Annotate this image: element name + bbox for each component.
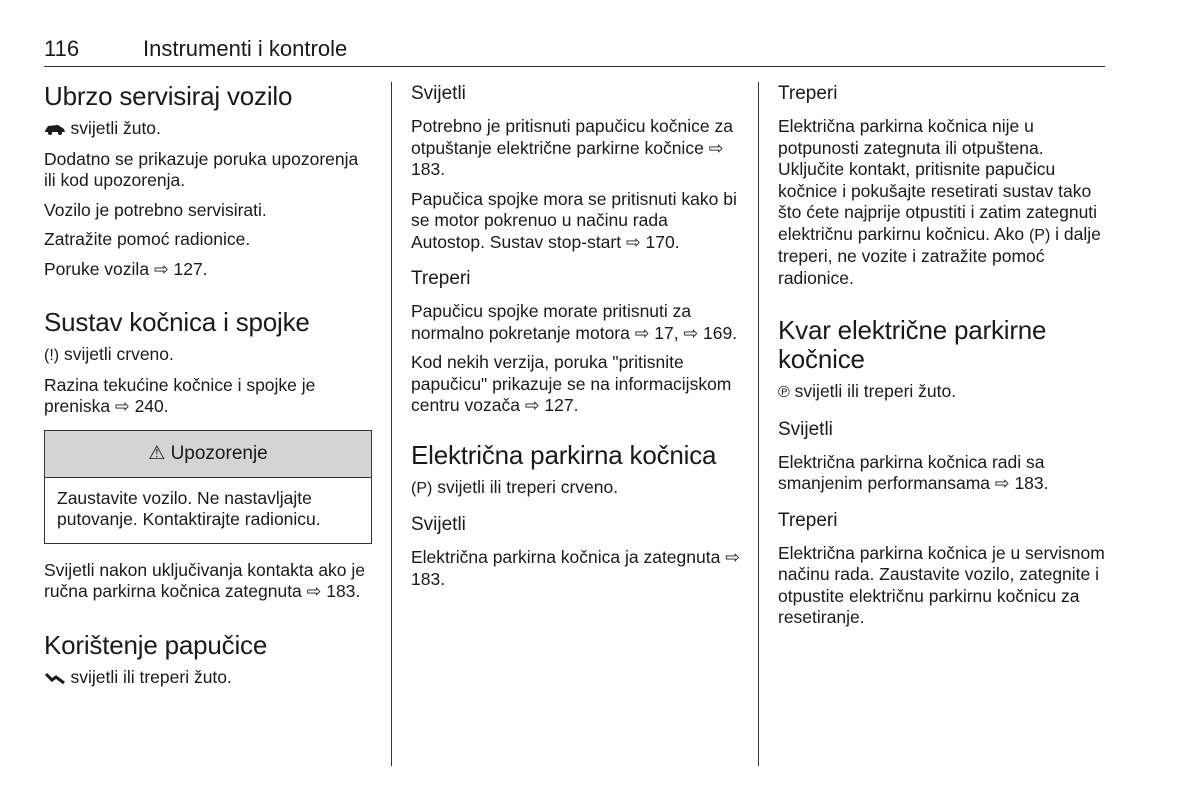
ref-arrow-icon: ⇨ (306, 581, 322, 601)
paragraph: Potrebno je pritisnuti papučicu kočnice za otpuštanje električne parkirne kočnice ⇨ 183. (411, 116, 733, 179)
heading-epb-fault: Kvar električne parkirne kočnice (778, 315, 1047, 374)
page-reference[interactable]: 183. (1014, 473, 1049, 493)
page-reference[interactable]: 17, (654, 322, 679, 343)
paragraph: Papučicu spojke morate pritisnuti za normalno pokretanje motora ⇨ 17, ⇨ 169. (411, 301, 738, 343)
heading-lit: Svijetli (411, 83, 466, 104)
page-reference[interactable]: 183. (326, 581, 361, 601)
column-1 (44, 82, 374, 689)
page-reference[interactable]: 127. (173, 258, 208, 279)
paragraph: Električna parkirna kočnica nije u potpunosti zategnuta ili otpuštena. Uključite kontakt, pritisnite papučicu kočnice i pokušajte resetirati sustav tako što ćete najprije otpustiti i zatim zategnuti električnu parkirnu kočnicu. Ako (P) i dalje treperi, ne vozite i zatražite pomoć radionice. (778, 116, 1101, 288)
page-header (44, 36, 1105, 67)
pedal-icon-line: svijetli ili treperi žuto. (44, 667, 374, 690)
ref-arrow-icon: ⇨ (683, 322, 699, 343)
warning-box (44, 430, 372, 544)
page-reference[interactable]: 127. (544, 395, 579, 415)
paragraph: Svijetli nakon uključivanja kontakta ako je ručna parkirna kočnica zategnuta ⇨ 183. (44, 559, 366, 601)
ref-arrow-icon: ⇨ (153, 258, 169, 279)
ref-arrow-icon: ⇨ (625, 231, 641, 252)
ref-arrow-icon: ⇨ (115, 396, 130, 416)
paragraph: Vozilo je potrebno servisirati. (44, 199, 267, 220)
warning-body: Zaustavite vozilo. Ne nastavljajte putovanje. Kontaktirajte radionicu. (57, 487, 321, 529)
page-number: 116 (44, 36, 80, 61)
paragraph: Papučica spojke mora se pritisnuti kako bi se motor pokrenuo u načinu rada Autostop. Sustav stop-start ⇨ 170. (411, 188, 737, 252)
page-reference[interactable]: 170. (645, 231, 680, 252)
heading-lit: Svijetli (411, 514, 466, 535)
paragraph: Električna parkirna kočnica radi sa smanjenim performansama ⇨ 183. (778, 451, 1049, 493)
epb-icon-line: (P) svijetli ili treperi crveno. (411, 476, 619, 497)
ref-arrow-icon: ⇨ (708, 137, 724, 158)
epb-fault-icon-line: ℗ svijetli ili treperi žuto. (778, 381, 957, 401)
warning-title: Upozorenje (170, 442, 268, 464)
ref-arrow-icon: ⇨ (725, 547, 740, 567)
heading-service-soon: Ubrzo servisiraj vozilo (44, 81, 293, 111)
paragraph: Kod nekih verzija, poruka "pritisnite papučicu" prikazuje se na informacijskom centru vozača ⇨ 127. (411, 352, 732, 415)
heading-pedal-use: Korištenje papučice (44, 629, 268, 660)
pedal-icon (44, 670, 70, 687)
warning-header (45, 431, 371, 478)
heading-flash: Treperi (411, 268, 471, 289)
paragraph: Razina tekućine kočnice i spojke je preniska ⇨ 240. (44, 374, 316, 416)
page-reference[interactable]: 183. (411, 568, 446, 589)
parking-brake-icon: (P) (411, 479, 433, 497)
service-icon-line: svijetli žuto. (44, 118, 374, 141)
page-reference[interactable]: 169. (703, 322, 738, 343)
heading-flash: Treperi (778, 83, 838, 104)
parking-brake-icon: (P) (1028, 226, 1051, 244)
heading-flash: Treperi (778, 509, 838, 531)
column-divider (758, 82, 759, 766)
paragraph: Zatražite pomoć radionice. (44, 229, 251, 249)
heading-brake-clutch: Sustav kočnica i spojke (44, 307, 310, 337)
ref-arrow-icon: ⇨ (634, 322, 650, 343)
heading-lit: Svijetli (778, 418, 833, 440)
column-divider (391, 82, 392, 766)
column-3 (778, 82, 1108, 629)
brake-warning-icon: (!) (44, 347, 60, 364)
paragraph: Električna parkirna kočnica ja zategnuta ⇨ 183. (411, 547, 740, 589)
page-reference[interactable]: 240. (134, 396, 169, 416)
warning-triangle-icon: ⚠ (148, 442, 166, 464)
paragraph: Dodatno se prikazuje poruka upozorenja ili kod upozorenja. (44, 148, 359, 190)
paragraph: Poruke vozila ⇨ 127. (44, 258, 208, 279)
ref-arrow-icon: ⇨ (994, 473, 1010, 493)
car-wrench-icon (44, 121, 70, 138)
ref-arrow-icon: ⇨ (524, 395, 540, 415)
brake-icon-line: (!) svijetli crveno. (44, 344, 174, 364)
parking-brake-fault-icon: ℗ (778, 384, 790, 401)
paragraph: Električna parkirna kočnica je u servisnom načinu rada. Zaustavite vozilo, zategnite i otpustite električnu parkirnu kočnicu za resetiranje. (778, 542, 1105, 627)
column-2 (411, 82, 741, 590)
heading-electric-parking-brake: Električna parkirna kočnica (411, 439, 717, 470)
section-title: Instrumenti i kontrole (143, 36, 348, 61)
page-reference[interactable]: 183. (411, 159, 446, 179)
